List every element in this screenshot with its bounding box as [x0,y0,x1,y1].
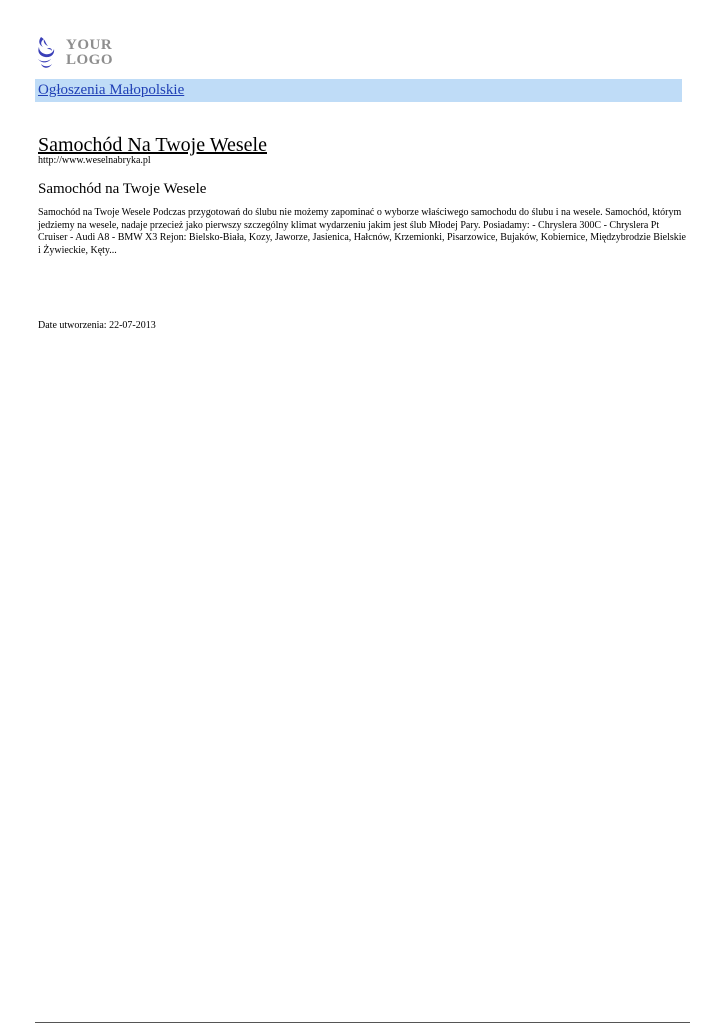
logo [35,35,125,71]
logo-line-2: LOGO [66,52,114,68]
flame-swirl-logo-icon [35,35,61,71]
site-link[interactable]: Ogłoszenia Małopolskie [38,82,185,98]
article-body: Samochód na Twoje Wesele Podczas przygotowań do ślubu nie możemy zapominać o wyborze właściwego samochodu do ślubu i na wesele. Samochód, którym jedziemy na wesele, nadaje przecież jako pierwszy szczególny klimat wydarzeniu jakim jest ślub Młodej Pary. Posiadamy: - Chryslera 300C - Chryslera Pt Cruiser - Audi A8 - BMW X3 Rejon: Bielsko-Biała, Kozy, Jaworze, Jasienica, Hałcnów, Krzemionki, Pisarzowice, Bujaków, Kobiernice, Międzybrodzie Bielskie i Żywieckie, Kęty... [38,207,686,256]
logo-text [66,38,113,68]
creation-date: Date utworzenia: 22-07-2013 [38,320,156,331]
article-subtitle: Samochód na Twoje Wesele [38,181,207,197]
article-title: Samochód Na Twoje Wesele [38,134,267,156]
logo-line-1: YOUR [66,37,113,53]
header-banner [35,79,682,102]
footer-divider [35,1022,690,1023]
article-url: http://www.weselnabryka.pl [38,155,151,166]
